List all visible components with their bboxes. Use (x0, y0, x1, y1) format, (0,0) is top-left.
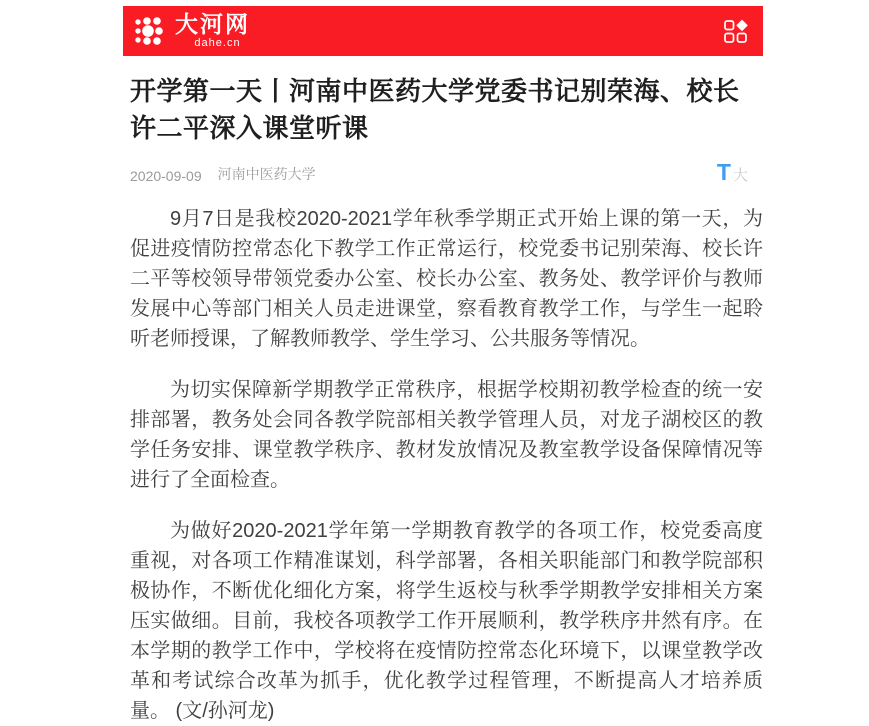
article-meta (130, 161, 763, 184)
page-content (123, 0, 763, 726)
dahe-logo[interactable] (133, 13, 250, 49)
apps-grid-icon[interactable] (722, 18, 749, 45)
logo-text: 大河网 (175, 11, 250, 37)
article-source: 河南中医药大学 (217, 166, 316, 182)
font-size-control[interactable] (717, 161, 748, 184)
publish-date: 2020-09-09 (130, 168, 202, 184)
article-body (130, 204, 763, 726)
logo-subtext: dahe.cn (194, 37, 241, 49)
site-header (123, 6, 763, 56)
font-size-da-label: 大 (732, 166, 748, 184)
paragraph-3: 为做好2020-2021学年第一学期教育教学的各项工作，校党委高度重视，对各项工作精准谋划，科学部署，各相关职能部门和教学院部积极协作，不断优化细化方案，将学生返校与秋季学期教学安排相关方案压实做细。目前，我校各项教学工作开展顺利，教学秩序井然有序。在本学期的教学工作中，学校将在疫情防控常态化环境下，以课堂教学改革和考试综合改革为抓手，优化教学过程管理，不断提高人才培养质量。 (文/孙河龙) (130, 520, 763, 722)
paragraph-1: 9月7日是我校2020-2021学年秋季学期正式开始上课的第一天，为促进疫情防控常态化下教学工作正常运行，校党委书记别荣海、校长许二平等校领导带领党委办公室、校长办公室、教务处、教学评价与教师发展中心等部门相关人员走进课堂，察看教育教学工作，与学生一起聆听老师授课，了解教师教学、学生学习、公共服务等情况。 (130, 208, 763, 350)
font-size-t-icon: T (716, 159, 731, 185)
paragraph-2: 为切实保障新学期教学正常秩序，根据学校期初教学检查的统一安排部署，教务处会同各教学院部相关教学管理人员，对龙子湖校区的教学任务安排、课堂教学秩序、教材发放情况及教室教学设备保障情况等进行了全面检查。 (130, 379, 763, 491)
dahe-logo-icon (133, 13, 169, 49)
article-title: 开学第一天丨河南中医药大学党委书记别荣海、校长许二平深入课堂听课 (130, 76, 740, 143)
